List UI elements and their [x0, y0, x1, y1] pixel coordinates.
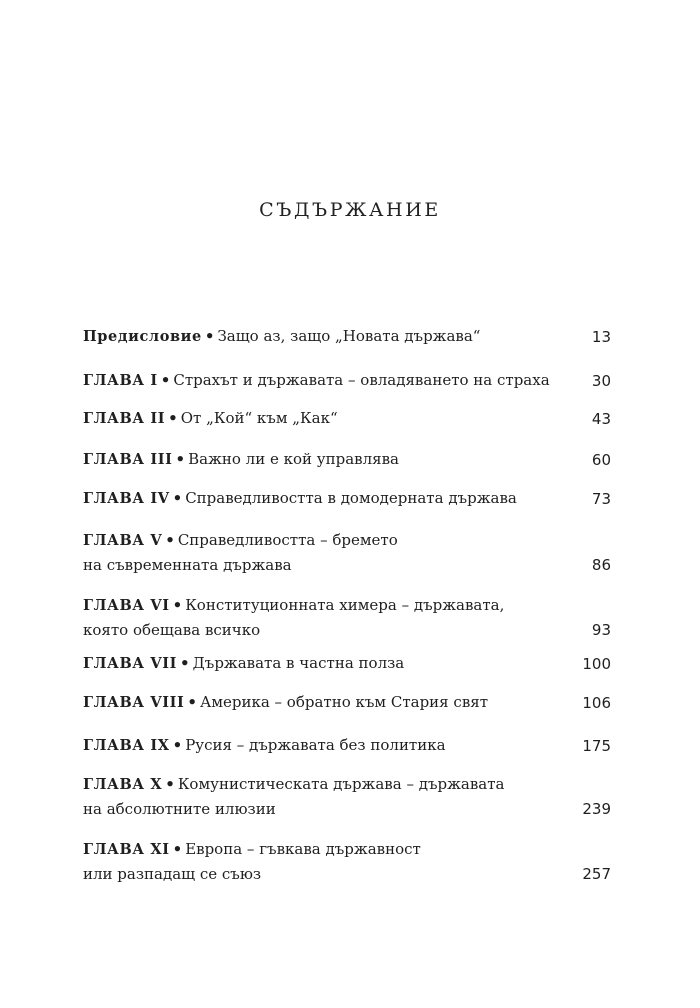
toc-entry-line	[83, 862, 563, 886]
page-number: 106	[582, 694, 611, 712]
toc-entry-text	[83, 593, 563, 642]
page-number: 43	[591, 410, 611, 428]
chapter-title: Конституционната химера – държавата,	[185, 596, 505, 614]
toc-entry-text	[83, 651, 563, 676]
chapter-title: Русия – държавата без политика	[185, 736, 446, 754]
bullet-separator: •	[204, 327, 215, 345]
bullet-separator: •	[160, 371, 171, 389]
toc-entry[interactable]	[83, 324, 611, 349]
page-number: 257	[582, 865, 611, 883]
page-number: 86	[591, 556, 611, 574]
chapter-title: или разпадащ се съюз	[83, 865, 262, 883]
toc-entry-text	[83, 447, 563, 472]
toc-entry-text	[83, 324, 563, 349]
bullet-separator: •	[172, 489, 183, 507]
chapter-label: ГЛАВА X	[83, 776, 163, 793]
toc-entry-text	[83, 837, 563, 886]
page-number: 30	[591, 372, 611, 390]
toc-entry-text	[83, 486, 563, 511]
chapter-label: ГЛАВА V	[83, 532, 163, 549]
chapter-label: ГЛАВА VII	[83, 655, 177, 672]
toc-entry-line	[83, 733, 563, 758]
toc-entry-line	[83, 553, 563, 577]
toc-entry-line	[83, 528, 563, 553]
bullet-separator: •	[172, 596, 183, 614]
bullet-separator: •	[172, 736, 183, 754]
chapter-label: ГЛАВА IX	[83, 737, 170, 754]
chapter-label: ГЛАВА IV	[83, 490, 170, 507]
chapter-label: ГЛАВА VI	[83, 597, 170, 614]
bullet-separator: •	[165, 775, 175, 793]
toc-entry[interactable]	[83, 690, 611, 715]
toc-entry-text	[83, 772, 563, 821]
toc-entry-line	[83, 593, 563, 618]
chapter-title: Важно ли е кой управлява	[188, 450, 399, 468]
toc-entry[interactable]	[83, 368, 611, 393]
chapter-label: ГЛАВА VIII	[83, 694, 185, 711]
chapter-label: ГЛАВА XI	[83, 841, 170, 858]
chapter-label: ГЛАВА III	[83, 451, 173, 468]
page-number: 93	[591, 621, 611, 639]
chapter-title: Справедливостта – бремето	[177, 531, 398, 549]
toc-entry-text	[83, 528, 563, 577]
chapter-title: на абсолютните илюзии	[83, 800, 276, 818]
bullet-separator: •	[175, 450, 186, 468]
toc-entry[interactable]	[83, 528, 611, 577]
toc-entry-line	[83, 772, 563, 797]
page-number: 100	[582, 655, 611, 673]
chapter-title: която обещава всичко	[83, 621, 261, 639]
toc-entry-line	[83, 837, 563, 862]
toc-entry-text	[83, 406, 563, 431]
bullet-separator: •	[187, 693, 197, 711]
chapter-title: Справедливостта в домодерната държава	[185, 489, 517, 507]
chapter-title: Комунистическата държава – държавата	[177, 775, 505, 793]
chapter-title: на съвременната държава	[83, 556, 292, 574]
toc-entry[interactable]	[83, 733, 611, 758]
bullet-separator: •	[168, 409, 178, 427]
chapter-title: Европа – гъвкава държавност	[185, 840, 421, 858]
toc-entry-line	[83, 651, 563, 676]
page-number: 73	[591, 490, 611, 508]
toc-entry[interactable]	[83, 837, 611, 886]
toc-entry-line	[83, 486, 563, 511]
bullet-separator: •	[165, 531, 175, 549]
toc-entry[interactable]	[83, 447, 611, 472]
toc-entry[interactable]	[83, 772, 611, 821]
page-number: 13	[591, 328, 611, 346]
toc-entry-line	[83, 406, 563, 431]
chapter-title: Америка – обратно към Стария свят	[199, 693, 489, 711]
page-number: 175	[582, 737, 611, 755]
toc-entry-line	[83, 797, 563, 821]
toc-entry[interactable]	[83, 651, 611, 676]
chapter-label: Предисловие	[83, 328, 202, 345]
toc-entry-text	[83, 368, 563, 393]
toc-entry-line	[83, 324, 563, 349]
toc-entry[interactable]	[83, 406, 611, 431]
toc-entry-line	[83, 447, 563, 472]
page-number: 60	[591, 451, 611, 469]
bullet-separator: •	[172, 840, 183, 858]
chapter-title: От „Кой“ към „Как“	[180, 409, 338, 427]
toc-entry-text	[83, 690, 563, 715]
toc-entry-line	[83, 690, 563, 715]
toc-entry[interactable]	[83, 593, 611, 642]
bullet-separator: •	[179, 654, 190, 672]
page-title: СЪДЪРЖАНИЕ	[259, 199, 441, 221]
chapter-title: Държавата в частна полза	[192, 654, 405, 672]
chapter-title: Защо аз, защо „Новата държава“	[217, 327, 481, 345]
chapter-label: ГЛАВА I	[83, 372, 158, 389]
chapter-title: Страхът и държавата – овладяването на страха	[173, 371, 550, 389]
toc-entry-line	[83, 368, 563, 393]
chapter-label: ГЛАВА II	[83, 410, 166, 427]
toc-entry-text	[83, 733, 563, 758]
toc-entry-line	[83, 618, 563, 642]
toc-entry[interactable]	[83, 486, 611, 511]
page-number: 239	[582, 800, 611, 818]
